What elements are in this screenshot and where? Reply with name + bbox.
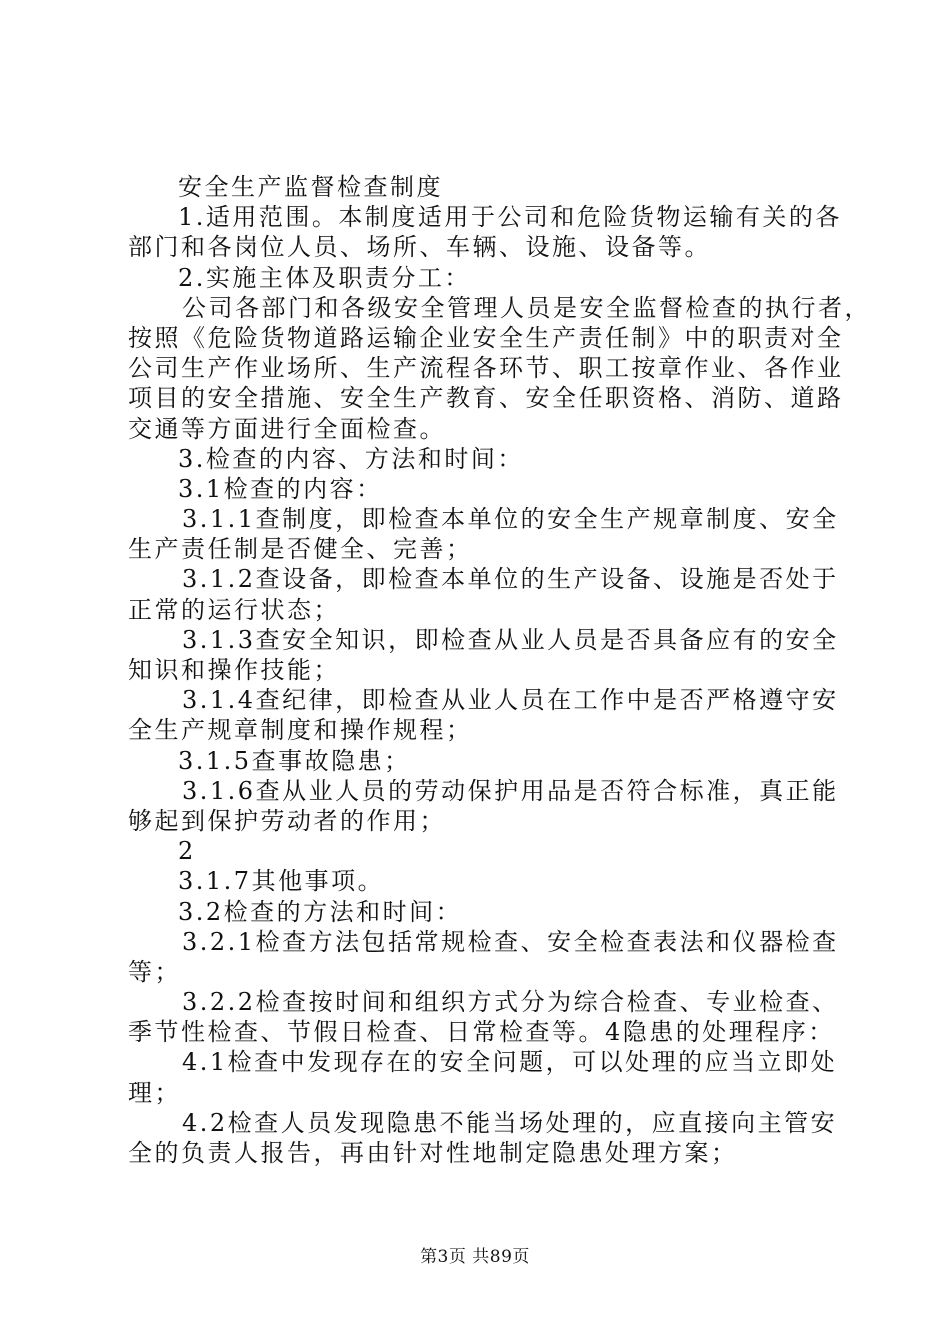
text-line: 3.2.1检查方法包括常规检查、安全检查表法和仪器检查 [182, 927, 839, 956]
text-line: 3.1检查的内容： [178, 474, 383, 503]
text-line: 3.1.6查从业人员的劳动保护用品是否符合标准，真正能 [182, 776, 839, 805]
text-line: 部门和各岗位人员、场所、车辆、设施、设备等。 [128, 233, 711, 262]
text-line: 安全生产监督检查制度 [178, 173, 443, 201]
text-line: 1.适用范围。本制度适用于公司和危险货物运输有关的各 [178, 203, 842, 232]
text-line: 3.1.2查设备，即检查本单位的生产设备、设施是否处于 [182, 565, 839, 594]
text-line: 够起到保护劳动者的作用； [128, 806, 446, 835]
text-line: 3.1.7其他事项。 [178, 867, 385, 896]
text-line: 4.2检查人员发现隐患不能当场处理的，应直接向主管安 [182, 1108, 838, 1137]
text-line: 3.2检查的方法和时间： [178, 897, 463, 926]
text-line: 3.2.2检查按时间和组织方式分为综合检查、专业检查、 [182, 988, 839, 1017]
text-line: 3.1.3查安全知识，即检查从业人员是否具备应有的安全 [182, 625, 839, 654]
text-line: 公司生产作业场所、生产流程各环节、职工按章作业、各作业 [128, 354, 844, 383]
text-line: 2.实施主体及职责分工： [178, 263, 471, 292]
text-line: 全生产规章制度和操作规程； [128, 716, 473, 745]
text-line: 季节性检查、节假日检查、日常检查等。4隐患的处理程序： [128, 1018, 835, 1047]
text-line: 按照《危险货物道路运输企业安全生产责任制》中的职责对全 [128, 323, 844, 352]
text-line: 生产责任制是否健全、完善； [128, 535, 473, 564]
text-line: 3.1.4查纪律，即检查从业人员在工作中是否严格遵守安 [182, 686, 839, 715]
text-line: 2 [178, 837, 196, 866]
text-line: 3.1.5查事故隐患； [178, 746, 411, 775]
text-line: 4.1检查中发现存在的安全问题，可以处理的应当立即处 [182, 1048, 838, 1077]
text-line: 等； [128, 957, 181, 986]
text-line: 项目的安全措施、安全生产教育、安全任职资格、消防、道路 [128, 384, 844, 413]
text-line: 正常的运行状态； [128, 595, 340, 624]
text-line: 全的负责人报告，再由针对性地制定隐患处理方案； [128, 1139, 738, 1167]
text-line: 3.1.1查制度，即检查本单位的安全生产规章制度、安全 [182, 505, 839, 534]
text-line: 知识和操作技能； [128, 656, 340, 684]
text-line: 理； [128, 1078, 181, 1107]
document-body [128, 172, 871, 1168]
text-line: 公司各部门和各级安全管理人员是安全监督检查的执行者， [182, 293, 871, 322]
page-footer: 第3页 共89页 [420, 1247, 530, 1267]
text-line: 3.检查的内容、方法和时间： [178, 444, 524, 473]
text-line: 交通等方面进行全面检查。 [128, 414, 446, 443]
